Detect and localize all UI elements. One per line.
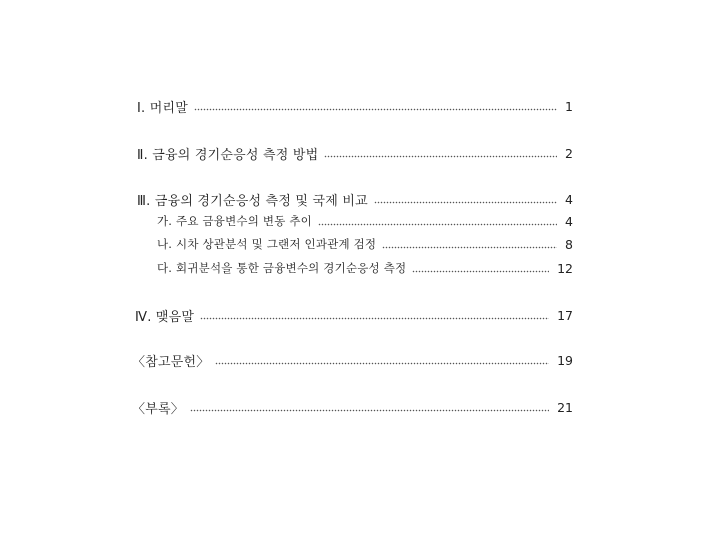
toc-entry-page: 8 bbox=[565, 236, 573, 252]
dot-leader bbox=[194, 96, 557, 116]
toc-entry-references[interactable] bbox=[132, 350, 573, 370]
toc-entry-page: 21 bbox=[557, 399, 573, 415]
toc-entry-page: 4 bbox=[565, 213, 573, 229]
toc-entry-page: 4 bbox=[565, 191, 573, 207]
toc-entry-title: Ⅳ. 맺음말 bbox=[135, 309, 195, 325]
dot-leader bbox=[412, 258, 549, 278]
toc-entry-introduction[interactable] bbox=[137, 96, 573, 116]
toc-entry-page: 17 bbox=[557, 307, 573, 323]
toc-entry-page: 2 bbox=[565, 145, 573, 161]
toc-entry-title: 〈부록〉 bbox=[132, 401, 184, 417]
dot-leader bbox=[190, 397, 549, 417]
toc-entry-method[interactable] bbox=[137, 143, 573, 163]
toc-entry-title: 다. 회귀분석을 통한 금융변수의 경기순응성 측정 bbox=[157, 261, 407, 275]
toc-entry-conclusion[interactable] bbox=[135, 305, 573, 325]
toc-entry-title: 나. 시차 상관분석 및 그랜저 인과관계 검정 bbox=[157, 237, 377, 251]
toc-subentry-regression[interactable] bbox=[157, 258, 573, 278]
toc-entry-measurement[interactable] bbox=[137, 189, 573, 209]
toc-entry-title: Ⅲ. 금융의 경기순응성 측정 및 국제 비교 bbox=[137, 193, 368, 209]
toc-entry-page: 1 bbox=[565, 98, 573, 114]
dot-leader bbox=[324, 143, 557, 163]
toc-entry-page: 12 bbox=[557, 260, 573, 276]
toc-entry-title: Ⅱ. 금융의 경기순응성 측정 방법 bbox=[137, 147, 319, 163]
toc-subentry-granger[interactable] bbox=[157, 234, 573, 254]
toc-entry-title: 〈참고문헌〉 bbox=[132, 354, 210, 370]
dot-leader bbox=[215, 350, 549, 370]
dot-leader bbox=[374, 189, 557, 209]
dot-leader bbox=[382, 234, 557, 254]
dot-leader bbox=[318, 211, 557, 231]
toc-entry-page: 19 bbox=[557, 352, 573, 368]
toc-entry-title: 가. 주요 금융변수의 변동 추이 bbox=[157, 214, 312, 228]
dot-leader bbox=[200, 305, 549, 325]
toc-entry-appendix[interactable] bbox=[132, 397, 573, 417]
toc-subentry-trend[interactable] bbox=[157, 211, 573, 231]
toc-entry-title: Ⅰ. 머리말 bbox=[137, 100, 188, 116]
